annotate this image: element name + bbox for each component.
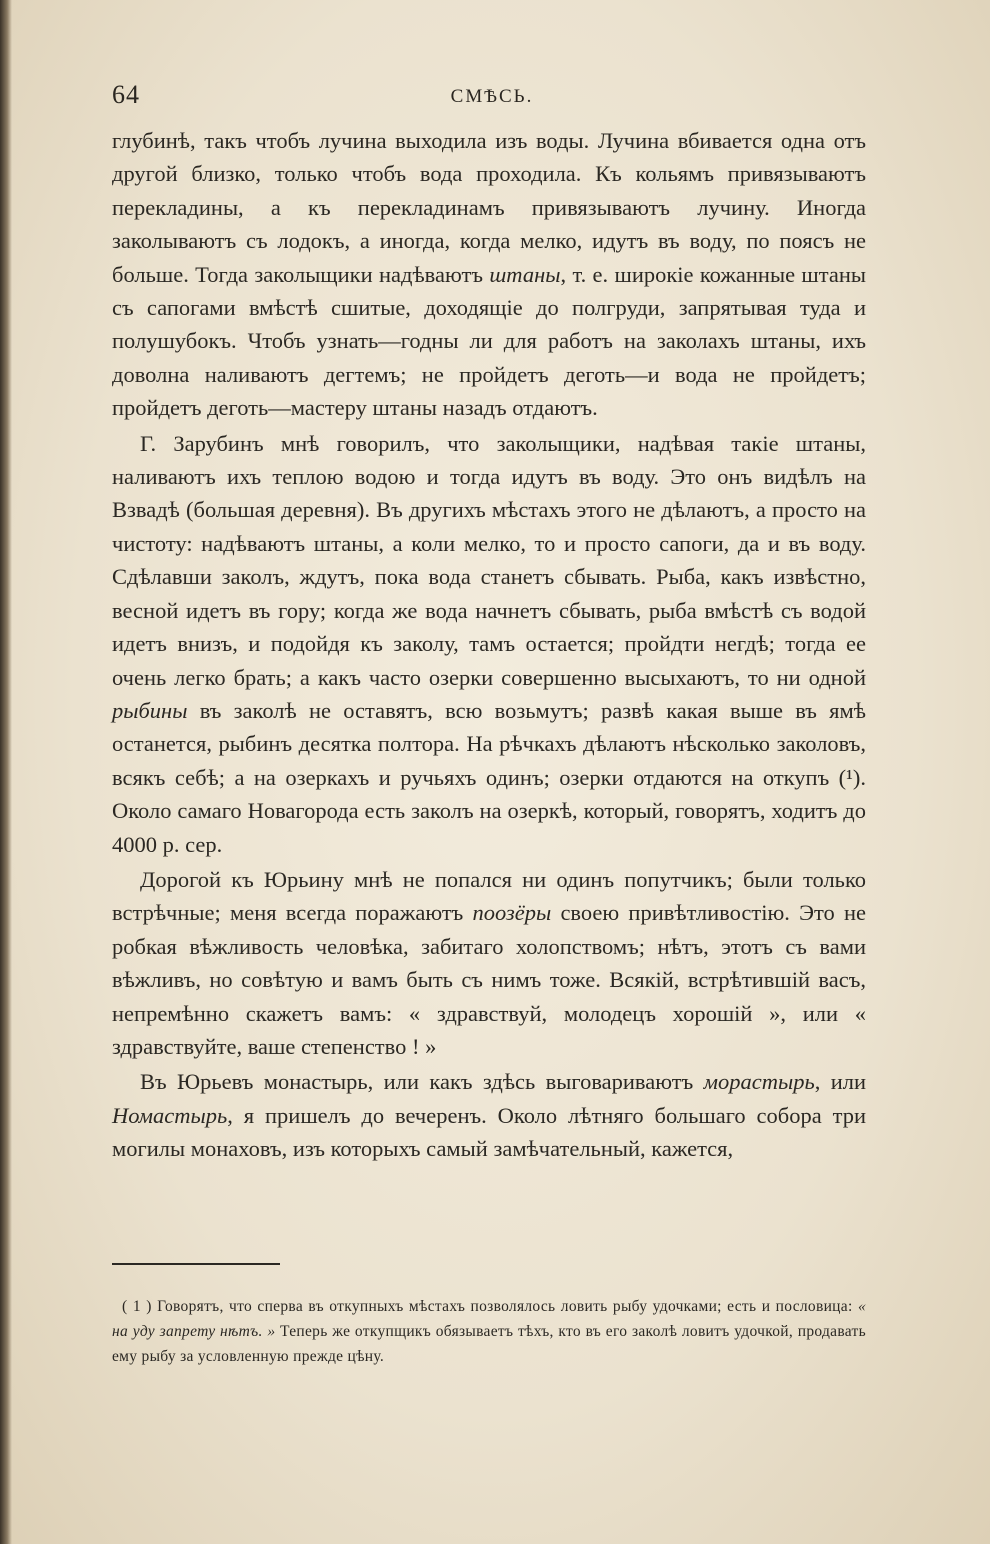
text-run: , я пришелъ до вечеренъ. Около лѣтняго большаго собора три могилы монаховъ, изъ которыхъ самый замѣчательный, кажется, [112, 1102, 866, 1162]
paragraph-4 [112, 1065, 866, 1165]
running-head: СМѢСЬ. [450, 86, 534, 107]
text-run: , или [814, 1069, 866, 1095]
text-run: ( 1 ) Говорятъ, что сперва въ откупныхъ мѣстахъ позволялось ловить рыбу удочками; есть и пословица: [122, 1298, 858, 1315]
text-run: , т. е. широкіе кожанные штаны съ сапогами вмѣстѣ сшитые, доходящіе до полгруди, запрятывая туда и полушубокъ. Чтобъ узнать—годны ли для работъ на заколахъ штаны, ихъ доволна наливаютъ дегтемъ; не пройдетъ деготь—и вода не пройдетъ; пройдетъ деготь—мастеру штаны назадъ отдаютъ. [112, 261, 866, 421]
text-run: въ заколѣ не оставятъ, всю возьмутъ; развѣ какая выше въ ямѣ останется, рыбинъ десятка полтора. На рѣчкахъ дѣлаютъ нѣсколько заколовъ, всякъ себѣ; а на озеркахъ и ручьяхъ одинъ; озерки отдаются на откупъ (¹). Около самаго Новагорода есть заколъ на озеркѣ, который, говорятъ, ходитъ до 4000 р. сер. [112, 697, 866, 857]
text-run: своею привѣтливостію. Это не робкая вѣжливость человѣка, забитаго холопствомъ; нѣтъ, этотъ съ вами вѣжливъ, но совѣтую и вамъ быть съ нимъ тоже. Всякій, встрѣтившій васъ, непремѣнно скажетъ вамъ: « здравствуй, молодецъ хорошій », или « здравствуйте, ваше степенство ! » [112, 900, 866, 1059]
footnote [112, 1294, 866, 1369]
italic-term: рыбины [112, 697, 188, 723]
paragraph-1 [112, 124, 866, 425]
main-text [112, 124, 866, 1166]
text-run: глубинѣ, такъ чтобъ лучина выходила изъ воды. Лучина вбивается одна отъ другой близко, только чтобъ вода проходила. Къ кольямъ привязываютъ перекладины, а къ перекладинамъ привязываютъ лучину. Иногда заколываютъ съ лодокъ, а иногда, когда мелко, идутъ въ воду, по поясъ не больше. Тогда заколыщики надѣваютъ [112, 128, 866, 287]
paragraph-2 [112, 427, 866, 861]
text-run: Дорогой къ Юрьину мнѣ не попался ни одинъ попутчикъ; были только встрѣчные; меня всегда поражаютъ [112, 866, 866, 926]
text-run: Г. Зарубинъ мнѣ говорилъ, что заколыщики, надѣвая такіе штаны, наливаютъ ихъ теплою водою и тогда идутъ въ воду. Это онъ видѣлъ на Взвадѣ (большая деревня). Въ другихъ мѣстахъ этого не дѣлаютъ, а просто на чистоту: надѣваютъ штаны, а коли мелко, то и просто сапоги, да и въ воду. Сдѣлавши заколъ, ждутъ, пока вода станетъ сбывать. Рыба, какъ извѣстно, весной идетъ въ гору; когда же вода начнетъ сбывать, рыба вмѣстѣ съ водой идетъ внизъ, и подойдя къ заколу, тамъ остается; пройдти негдѣ; тогда ее очень легко брать; а какъ часто озерки совершенно высыхаютъ, то ни одной [112, 430, 866, 690]
paragraph-3 [112, 863, 866, 1063]
italic-term: поозёры [472, 900, 552, 926]
page-number: 64 [112, 80, 140, 109]
italic-proverb: « на уду запрету нѣтъ. » [112, 1298, 866, 1340]
footnote-text [112, 1294, 866, 1369]
page-header [112, 80, 872, 114]
italic-term: Номастырь [112, 1102, 228, 1128]
page-binding-edge [0, 0, 12, 1544]
text-run: Въ Юрьевъ монастырь, или какъ здѣсь выговариваютъ [140, 1069, 704, 1095]
text-run: Теперь же откупщикъ обязываетъ тѣхъ, кто въ его заколѣ ловитъ удочкой, продавать ему рыбу за условленную прежде цѣну. [112, 1323, 866, 1365]
italic-term: морастырь [703, 1069, 815, 1095]
footnote-divider [112, 1263, 280, 1265]
italic-term: штаны [489, 261, 561, 287]
